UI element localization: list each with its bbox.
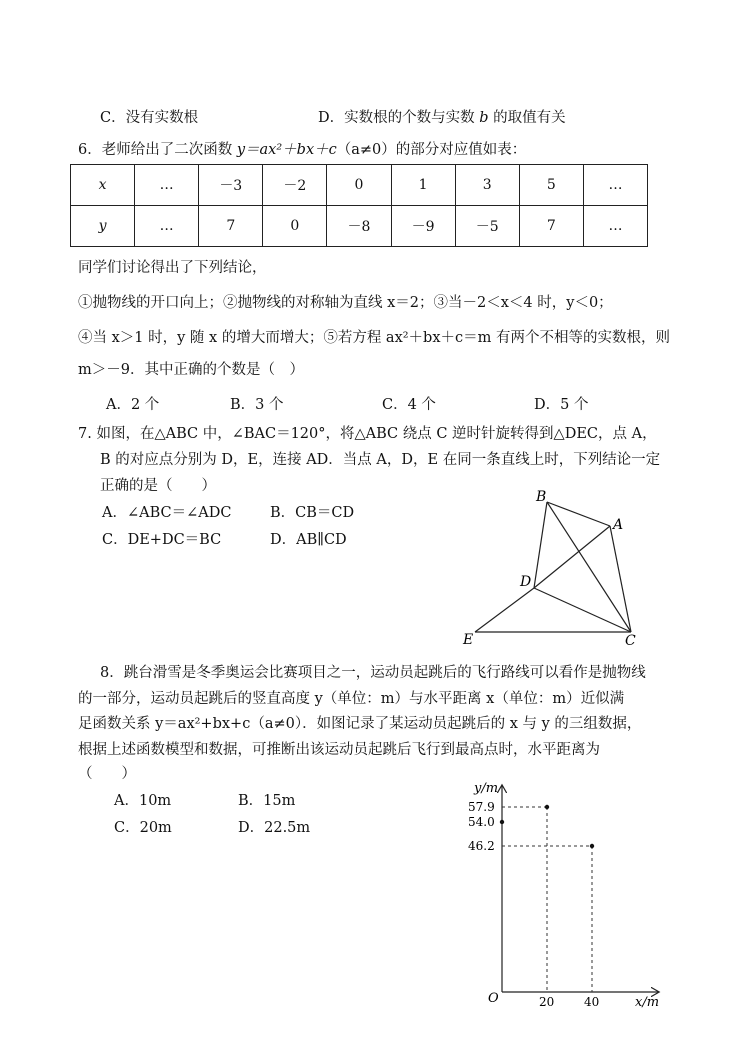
table-cell: …	[583, 206, 647, 247]
q6-line3: ④当 x＞1 时，y 随 x 的增大而增大；⑤若方程 ax²＋bx＋c＝m 有两个不相等的实数根，则	[78, 330, 670, 346]
label-a: A	[613, 517, 624, 533]
q8-line1: 8．跳台滑雪是冬季奥运会比赛项目之一，运动员起跳后的飞行路线可以看作是抛物线	[100, 665, 646, 681]
table-cell: 1	[391, 165, 455, 206]
label-b: B	[536, 489, 547, 505]
table-header-x: x	[71, 165, 135, 206]
q7-line2: B 的对应点分别为 D，E，连接 AD．当点 A，D，E 在同一条直线上时，下列结论一定	[100, 452, 661, 468]
y-axis-label: y/m	[474, 781, 499, 796]
table-header-y: y	[71, 206, 135, 247]
table-cell: 5	[519, 165, 583, 206]
label-d: D	[520, 574, 532, 590]
table-row-y	[71, 206, 648, 247]
q7-triangle-figure	[450, 484, 650, 650]
data-point	[590, 844, 594, 848]
q6-value-table	[70, 164, 648, 247]
q7-option-b: B．CB＝CD	[270, 505, 355, 521]
q7-line3: 正确的是（ ）	[100, 478, 216, 494]
label-e: E	[463, 632, 474, 648]
q6-option-b: B．3 个	[230, 397, 284, 413]
q8-option-a: A．10m	[114, 793, 172, 809]
q5-option-c: C．没有实数根	[100, 110, 199, 126]
q6-stem: 6．老师给出了二次函数 y＝ax²＋bx＋c（a≠0）的部分对应值如表：	[78, 142, 527, 158]
table-cell: －2	[263, 165, 327, 206]
q6-line1: 同学们讨论得出了下列结论，	[78, 260, 267, 276]
table-cell: －8	[327, 206, 391, 247]
table-cell: …	[583, 165, 647, 206]
q6-option-c: C．4 个	[382, 397, 436, 413]
table-cell: 7	[199, 206, 263, 247]
table-cell: 0	[263, 206, 327, 247]
x-tick-label: 40	[584, 995, 600, 1009]
q8-line2: 的一部分，运动员起跳后的竖直高度 y（单位：m）与水平距离 x（单位：m）近似满	[78, 691, 625, 707]
x-axis-label: x/m	[635, 995, 660, 1010]
q7-line1: 7. 如图，在△ABC 中，∠BAC＝120°，将△ABC 绕点 C 逆时针旋转得到△DEC，点 A，	[78, 426, 657, 442]
y-tick-label: 54.0	[468, 815, 495, 829]
y-tick-label: 57.9	[468, 800, 495, 814]
segment-de	[475, 588, 534, 632]
table-cell: －5	[455, 206, 519, 247]
segment-ba	[547, 502, 610, 526]
q8-line4: 根据上述函数模型和数据，可推断出该运动员起跳后飞行到最高点时，水平距离为	[78, 742, 600, 758]
segment-bd	[534, 502, 547, 588]
table-cell: 7	[519, 206, 583, 247]
q6-option-a: A．2 个	[106, 397, 160, 413]
q7-option-a: A．∠ABC＝∠ADC	[102, 505, 232, 521]
q8-line5: （ ）	[78, 766, 136, 782]
q8-data-graph	[430, 772, 670, 1022]
q6-line2: ①抛物线的开口向上；②抛物线的对称轴为直线 x＝2；③当－2＜x＜4 时，y＜0；	[78, 295, 613, 311]
table-cell: …	[135, 165, 199, 206]
q6-option-d: D．5 个	[534, 397, 589, 413]
data-point	[500, 820, 504, 824]
segment-ad	[534, 526, 610, 588]
data-point	[545, 805, 549, 809]
q7-option-d: D．AB∥CD	[270, 532, 347, 548]
origin-label: O	[488, 991, 499, 1006]
q8-option-c: C．20m	[114, 820, 172, 836]
label-c: C	[625, 633, 636, 649]
q8-option-b: B．15m	[238, 793, 296, 809]
table-cell: 0	[327, 165, 391, 206]
q7-option-c: C．DE+DC＝BC	[102, 532, 222, 548]
table-row-x	[71, 165, 648, 206]
table-cell: －9	[391, 206, 455, 247]
q8-option-d: D．22.5m	[238, 820, 311, 836]
y-tick-label: 46.2	[468, 839, 495, 853]
q5-option-d: D．实数根的个数与实数 b 的取值有关	[318, 110, 566, 126]
table-cell: －3	[199, 165, 263, 206]
x-tick-label: 20	[539, 995, 555, 1009]
table-cell: 3	[455, 165, 519, 206]
q6-line4: m＞－9．其中正确的个数是（ ）	[78, 362, 304, 378]
table-cell: …	[135, 206, 199, 247]
q8-line3: 足函数关系 y＝ax²+bx+c（a≠0）．如图记录了某运动员起跳后的 x 与 y 的三组数据，	[78, 716, 642, 732]
